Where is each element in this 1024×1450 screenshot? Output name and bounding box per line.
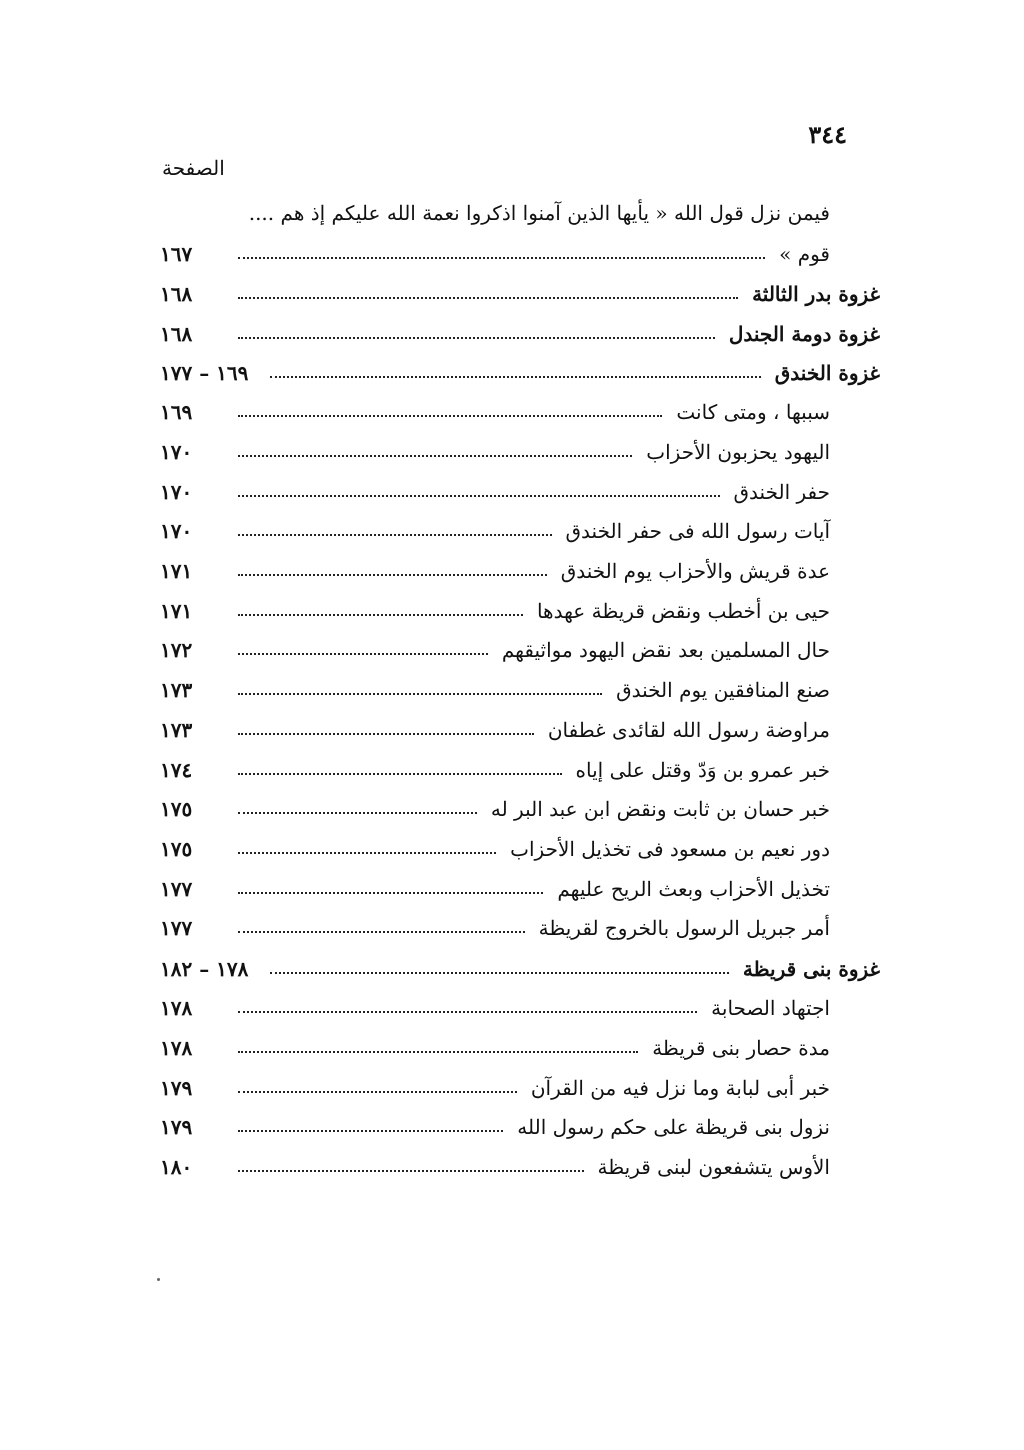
toc-entry-page: ١٧٨	[160, 1036, 193, 1060]
toc-entry-title: تخذيل الأحزاب وبعث الريح عليهم	[557, 877, 830, 901]
toc-entry	[160, 394, 830, 430]
toc-entry-page: ١٧٠	[160, 480, 193, 504]
dot-leader	[270, 958, 729, 980]
dot-leader	[238, 520, 552, 542]
toc-entry-page: ١٧٤	[160, 758, 193, 782]
toc-entry	[160, 871, 830, 907]
toc-entry-page: ١٦٧	[160, 242, 193, 266]
toc-entry-title: غزوة بنى قريظة	[742, 957, 880, 981]
toc-entry	[160, 1070, 830, 1106]
toc-entry	[160, 831, 830, 867]
toc-entry-title: حيى بن أخطب ونقض قريظة عهدها	[536, 599, 830, 623]
toc-entry	[160, 672, 830, 708]
toc-entry	[236, 195, 830, 231]
toc-entry-title: قوم »	[779, 242, 830, 266]
toc-entry-title: حفر الخندق	[733, 480, 830, 504]
toc-entry-page: ١٧٨ – ١٨٢	[160, 957, 249, 981]
toc-entry-title: مراوضة رسول الله لقائدى غطفان	[547, 718, 830, 742]
toc-entry-title: غزوة دومة الجندل	[728, 322, 880, 346]
dot-leader	[238, 1077, 517, 1099]
toc-entry-title: خبر حسان بن ثابت ونقض ابن عبد البر له	[490, 797, 830, 821]
toc-entry-page: ١٧١	[160, 559, 193, 583]
toc-entry-page: ١٦٨	[160, 282, 193, 306]
toc-entry-page: ١٧٠	[160, 440, 193, 464]
toc-entry-page: ١٧٧	[160, 877, 193, 901]
toc-entry	[160, 1109, 830, 1145]
toc-entry-title: أمر جبريل الرسول بالخروج لقريظة	[538, 916, 830, 940]
dot-leader	[238, 1156, 584, 1178]
page-number: ٣٤٤	[808, 120, 847, 149]
dot-leader	[238, 401, 662, 423]
toc-entry-page: ١٦٨	[160, 322, 193, 346]
toc-entry-page: ١٧٣	[160, 718, 193, 742]
toc-entry-title: نزول بنى قريظة على حكم رسول الله	[517, 1115, 830, 1139]
dot-leader	[238, 759, 562, 781]
toc-entry-title: اجتهاد الصحابة	[711, 996, 830, 1020]
dot-leader	[238, 600, 523, 622]
toc-entry	[160, 474, 830, 510]
toc-entry-page: ١٧٩	[160, 1115, 193, 1139]
toc-entry	[160, 1149, 830, 1185]
dot-leader	[238, 1037, 638, 1059]
toc-entry-page: ١٧٥	[160, 837, 193, 861]
dot-leader	[238, 719, 534, 741]
dot-leader	[238, 1116, 503, 1138]
toc-entry-page: ١٨٠	[160, 1155, 193, 1179]
dot-leader	[238, 917, 525, 939]
toc-entry	[160, 593, 830, 629]
toc-entry-page: ١٦٩ – ١٧٧	[160, 361, 249, 385]
toc-entry	[160, 632, 830, 668]
dot-leader	[238, 878, 543, 900]
toc-entry	[160, 276, 880, 312]
toc-entry-title: خبر أبى لبابة وما نزل فيه من القرآن	[530, 1076, 830, 1100]
toc-entry-title: حال المسلمين بعد نقض اليهود مواثيقهم	[501, 638, 830, 662]
toc-entry	[160, 951, 880, 987]
dot-leader	[238, 639, 488, 661]
toc-entry-title: آيات رسول الله فى حفر الخندق	[565, 519, 830, 543]
toc-entry-title: اليهود يحزبون الأحزاب	[646, 440, 830, 464]
toc-entry	[160, 712, 830, 748]
dot-leader	[270, 362, 761, 384]
dot-leader	[238, 798, 477, 820]
toc-entry-title: مدة حصار بنى قريظة	[652, 1036, 830, 1060]
toc-entry-title: الأوس يتشفعون لبنى قريظة	[597, 1155, 830, 1179]
dot-leader	[238, 838, 496, 860]
dot-leader	[238, 679, 602, 701]
toc-entry-page: ١٧١	[160, 599, 193, 623]
toc-entry	[160, 752, 830, 788]
dot-leader	[238, 323, 715, 345]
toc-entry-page: ١٧٧	[160, 916, 193, 940]
toc-entry-page: ١٧٣	[160, 678, 193, 702]
toc-entry-page: ١٧٥	[160, 797, 193, 821]
dot-leader	[238, 243, 765, 265]
toc-entry	[160, 236, 830, 272]
toc-entry-title: عدة قريش والأحزاب يوم الخندق	[560, 559, 830, 583]
dot-leader	[238, 481, 720, 503]
dot-leader	[238, 283, 738, 305]
column-header: الصفحة	[162, 156, 225, 180]
toc-entry	[160, 1030, 830, 1066]
toc-entry	[160, 791, 830, 827]
toc-entry-page: ١٧٠	[160, 519, 193, 543]
toc-entry-title: دور نعيم بن مسعود فى تخذيل الأحزاب	[510, 837, 830, 861]
toc-entry	[160, 355, 880, 391]
toc-entry-title: غزوة الخندق	[774, 361, 880, 385]
dot-leader	[238, 441, 632, 463]
toc-entry	[160, 990, 830, 1026]
toc-entry	[160, 434, 830, 470]
toc-entry	[160, 513, 830, 549]
toc-entry-title: صنع المنافقين يوم الخندق	[616, 678, 830, 702]
toc-entry-page: ١٧٢	[160, 638, 193, 662]
dot-leader	[238, 560, 547, 582]
toc-entry-page: ١٦٩	[160, 400, 193, 424]
scan-speck	[157, 1278, 160, 1281]
toc-entry-page: ١٧٩	[160, 1076, 193, 1100]
toc-entry-title: فيمن نزل قول الله « يأيها الذين آمنوا اذكروا نعمة الله عليكم إذ هم ....	[248, 201, 830, 225]
toc-entry	[160, 553, 830, 589]
toc-entry	[160, 910, 830, 946]
toc-entry-title: غزوة بدر الثالثة	[752, 282, 880, 306]
toc-entry-title: سببها ، ومتى كانت	[676, 400, 830, 424]
toc-entry	[160, 316, 880, 352]
dot-leader	[238, 997, 697, 1019]
toc-entry-title: خبر عمرو بن وَدّ وقتل على إياه	[575, 758, 830, 782]
toc-entry-page: ١٧٨	[160, 996, 193, 1020]
